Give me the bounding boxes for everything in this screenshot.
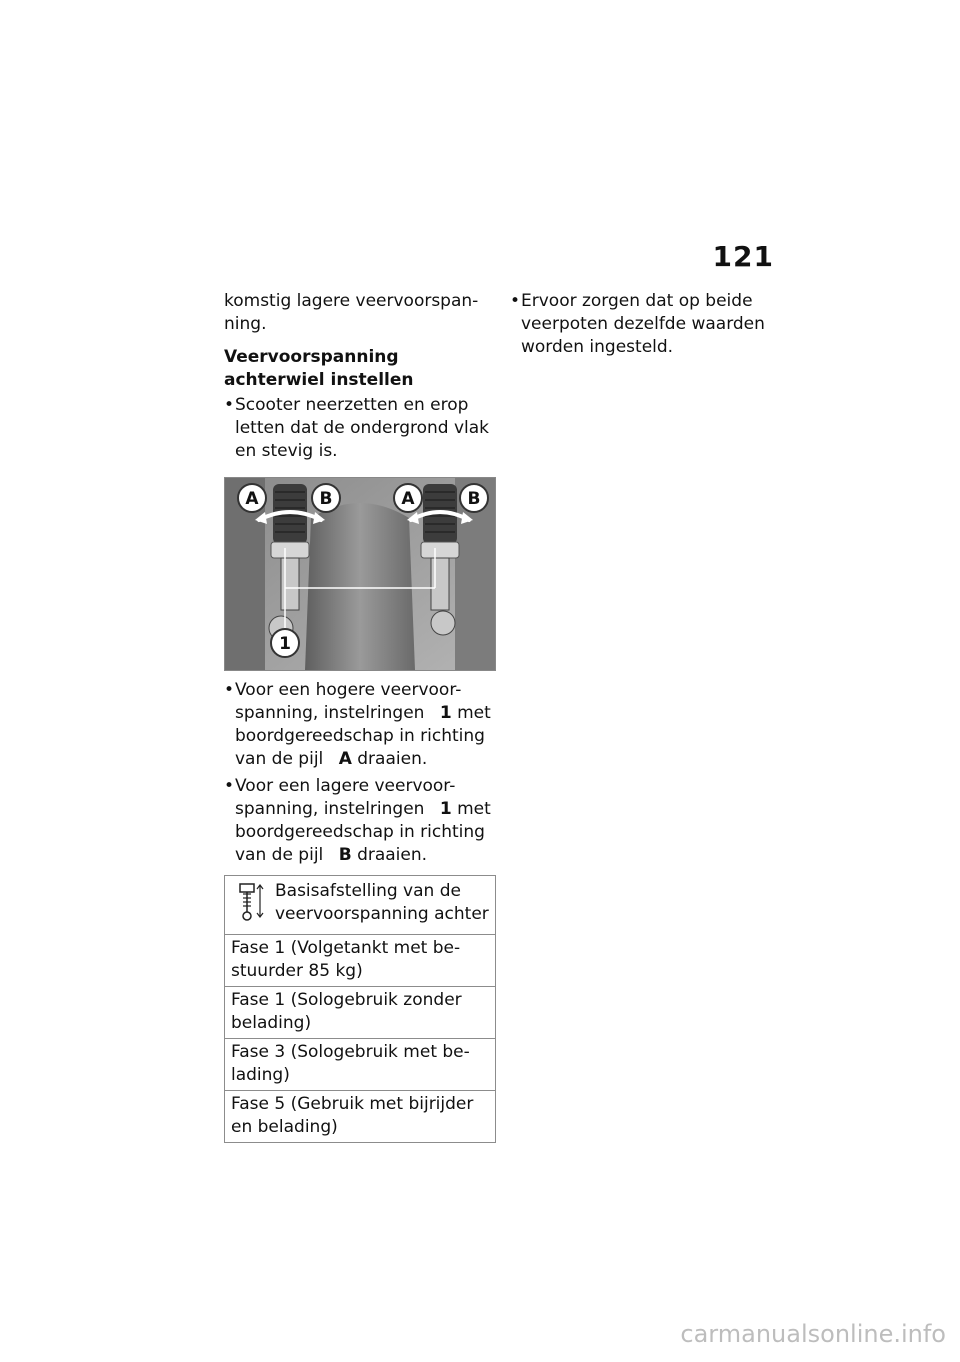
bullet-text: met boordgereedschap in richting van de pijl — [235, 799, 491, 865]
bullet-text: Voor een hogere veervoor- spanning, instelringen — [235, 680, 462, 723]
shock-absorber-icon — [231, 880, 269, 924]
bullet-text: Scooter neerzetten en erop letten dat de ondergrond vlak en stevig is. — [235, 395, 490, 461]
spec-table-row: Fase 1 (Sologebruik zonder belading) — [225, 987, 495, 1039]
callout-b-right-label: B — [467, 489, 481, 509]
spec-table-row: Fase 1 (Volgetankt met be- stuurder 85 kg) — [225, 935, 495, 987]
bullet-text: Ervoor zorgen dat op beide veerpoten dezelfde waarden worden ingesteld. — [521, 291, 765, 357]
rear-suspension-photo — [225, 478, 495, 670]
ref-label: A — [338, 749, 352, 769]
spec-table-row: Fase 3 (Sologebruik met be- lading) — [225, 1039, 495, 1091]
spec-table-row: Fase 5 (Gebruik met bijrijder en belading) — [231, 1094, 474, 1137]
bullet-text: met boordgereedschap in richting van de pijl — [235, 703, 491, 769]
bullet-dot: • — [224, 776, 235, 796]
bullet-item — [510, 290, 780, 359]
spec-table-header — [225, 876, 495, 935]
bullet-text: Voor een lagere veervoor- spanning, instelringen — [235, 776, 456, 819]
callout-a-right-label: A — [401, 489, 415, 509]
watermark: carmanualsonline.info — [680, 1320, 946, 1348]
left-column — [224, 290, 494, 1143]
section-heading: Veervoorspanning achterwiel instellen — [224, 347, 414, 390]
spec-table-title: Basisafstelling van de veervoorspanning achter — [275, 881, 489, 924]
bullet-item — [224, 679, 494, 771]
ref-label: B — [338, 845, 352, 865]
bullet-text: draaien. — [357, 845, 428, 865]
callout-1-label: 1 — [279, 634, 291, 654]
ref-label: 1 — [439, 703, 452, 723]
callout-a-left-label: A — [245, 489, 259, 509]
rear-suspension-figure — [224, 477, 496, 671]
ref-label: 1 — [439, 799, 452, 819]
bullet-item — [224, 775, 494, 867]
bullet-dot: • — [224, 395, 235, 415]
spec-table — [224, 875, 496, 1143]
bullet-item — [224, 394, 494, 463]
page-number: 121 — [712, 240, 774, 273]
bullet-dot: • — [510, 291, 521, 311]
bullet-text: draaien. — [357, 749, 428, 769]
callout-b-left-label: B — [319, 489, 333, 509]
bullet-dot: • — [224, 680, 235, 700]
intro-text: komstig lagere veervoorspan- ning. — [224, 291, 479, 334]
right-column — [510, 290, 780, 363]
